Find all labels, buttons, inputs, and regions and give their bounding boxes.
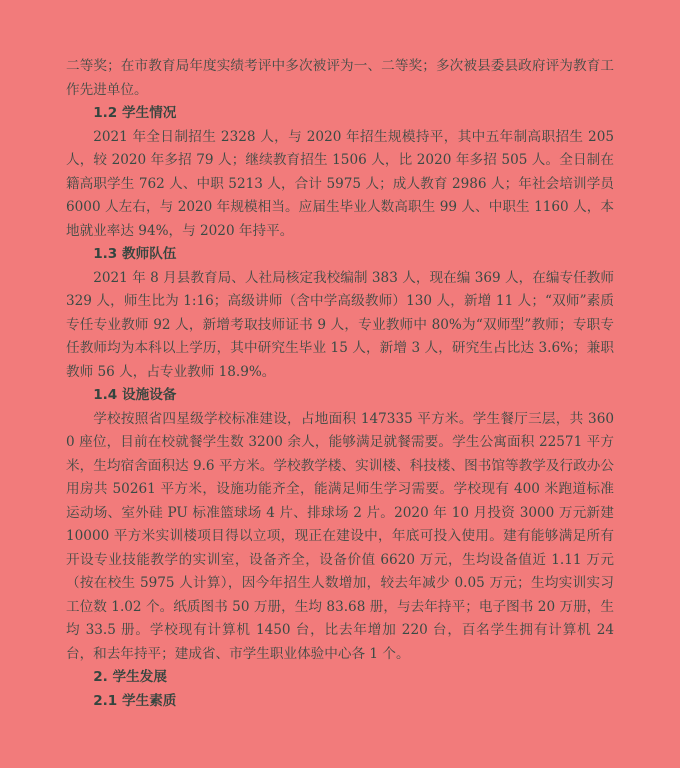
- paragraph-student-situation: 2021 年全日制招生 2328 人，与 2020 年招生规模持平，其中五年制高职招生 205 人，较 2020 年多招 79 人；继续教育招生 1506 人，比 2020 年多招 505 人。全日制在籍高职学生 762 人、中职 5213 人，合计 5975 人；成人教育 2986 人；年社会培训学员 6000 人左右，与 2020 年规模相当。应届生毕业人数高职生 99 人、中职生 1160 人，本地就业率达 94%，与 2020 年持平。: [66, 128, 614, 239]
- heading-2-student-development: 2. 学生发展: [93, 669, 167, 685]
- heading-1-3-teaching-staff: 1.3 教师队伍: [93, 246, 177, 262]
- heading-1-2-student-situation: 1.2 学生情况: [93, 105, 177, 121]
- paragraph-awards: 二等奖；在市教育局年度实绩考评中多次被评为一、二等奖；多次被县委县政府评为教育工作先进单位。: [66, 58, 614, 98]
- heading-1-4-facilities: 1.4 设施设备: [93, 387, 177, 403]
- heading-2-1-student-quality: 2.1 学生素质: [93, 692, 177, 709]
- document-body: [66, 55, 614, 713]
- paragraph-teaching-staff: 2021 年 8 月县教育局、人社局核定我校编制 383 人，现在编 369 人，在编专任教师 329 人，师生比为 1:16；高级讲师（含中学高级教师）130 人，新增 11 人；“双师”素质专任专业教师 92 人，新增考取技师证书 9 人，专业教师中 80%为“双师型”教师；专职专任教师均为本科以上学历，其中研究生毕业 15 人，新增 3 人，研究生占比达 3.6%；兼职教师 56 人，占专业教师 18.9%。: [66, 269, 614, 380]
- paragraph-facilities: 学校按照省四星级学校标准建设，占地面积 147335 平方米。学生餐厅三层，共 3600 座位，目前在校就餐学生数 3200 余人，能够满足就餐需要。学生公寓面积 22571 平方米，生均宿舍面积达 9.6 平方米。学校教学楼、实训楼、科技楼、图书馆等教学及行政办公用房共 50261 平方米，设施功能齐全，能满足师生学习需要。学校现有 400 米跑道标准运动场、室外硅 PU 标准篮球场 4 片、排球场 2 片。2020 年 10 月投资 3000 万元新建 10000 平方米实训楼项目得以立项，现正在建设中，年底可投入使用。建有能够满足所有开设专业技能教学的实训室，设备齐全，设备价值 6620 万元，生均设备值近 1.11 万元（按在校生 5975 人计算），因今年招生人数增加，较去年减少 0.05 万元；生均实训实习工位数 1.02 个。纸质图书 50 万册，生均 83.68 册，与去年持平；电子图书 20 万册，生均 33.5 册。学校现有计算机 1450 台，比去年增加 220 台，百名学生拥有计算机 24 台，和去年持平；建成省、市学生职业体验中心各 1 个。: [66, 410, 614, 662]
